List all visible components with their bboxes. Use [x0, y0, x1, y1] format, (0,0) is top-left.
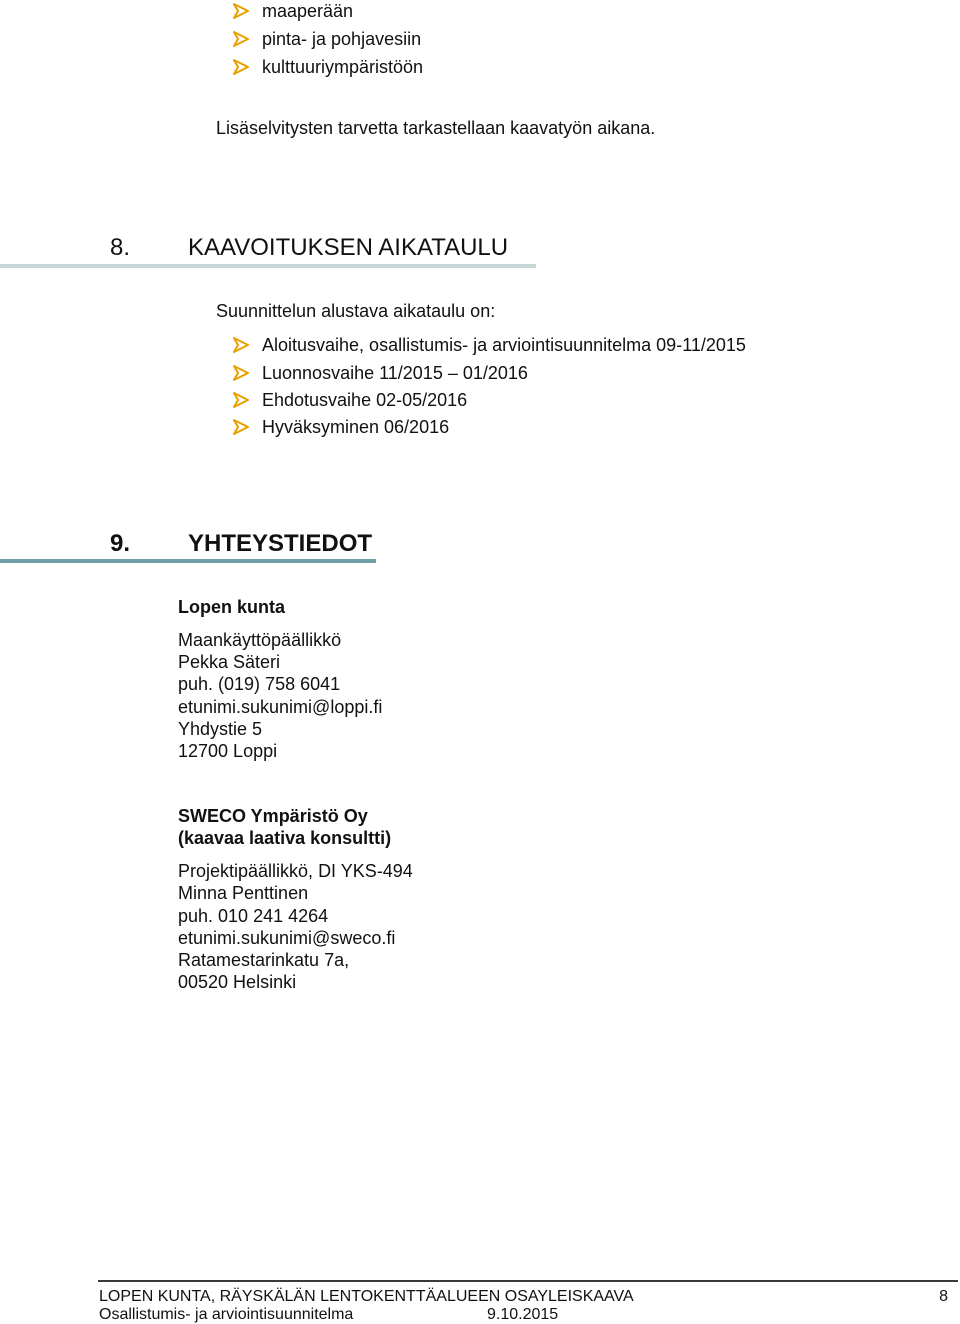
schedule-item: Luonnosvaihe 11/2015 – 01/2016 [262, 363, 528, 383]
arrow-bullet-icon [232, 336, 254, 356]
schedule-item: Ehdotusvaihe 02-05/2016 [262, 390, 468, 410]
contact-org: Lopen kunta [178, 597, 285, 617]
contact-org: SWECO Ympäristö Oy [178, 806, 368, 826]
footer-date: 9.10.2015 [487, 1306, 559, 1323]
list-item: pinta- ja pohjavesiin [262, 29, 422, 49]
arrow-bullet-icon [232, 418, 254, 438]
contact-title: Projektipäällikkö, DI YKS-494 [178, 861, 413, 881]
footer-title: LOPEN KUNTA, RÄYSKÄLÄN LENTOKENTTÄALUEEN OSAYLEISKAAVA [99, 1288, 634, 1305]
footer-rule [98, 1280, 958, 1282]
contact-phone: puh. 010 241 4264 [178, 906, 329, 926]
contact-name: Pekka Säteri [178, 652, 281, 672]
schedule-item: Hyväksyminen 06/2016 [262, 417, 450, 437]
contact-email: etunimi.sukunimi@loppi.fi [178, 697, 383, 717]
section-title: YHTEYSTIEDOT [188, 530, 373, 557]
arrow-bullet-icon [232, 2, 254, 22]
top-paragraph: Lisäselvitysten tarvetta tarkastellaan kaavatyön aikana. [216, 118, 656, 138]
contact-street: Ratamestarinkatu 7a, [178, 950, 350, 970]
contact-city: 00520 Helsinki [178, 972, 297, 992]
arrow-bullet-icon [232, 58, 254, 78]
contact-city: 12700 Loppi [178, 741, 278, 761]
list-item: kulttuuriympäristöön [262, 57, 424, 77]
page-number: 8 [939, 1288, 948, 1305]
section-title: KAAVOITUKSEN AIKATAULU [188, 234, 509, 261]
contact-name: Minna Penttinen [178, 883, 309, 903]
contact-phone: puh. (019) 758 6041 [178, 674, 341, 694]
arrow-bullet-icon [232, 391, 254, 411]
heading-underline [0, 559, 376, 563]
footer-subtitle: Osallistumis- ja arviointisuunnitelma [99, 1306, 354, 1323]
list-item: maaperään [262, 1, 354, 21]
heading-underline [0, 264, 536, 268]
contact-org-note: (kaavaa laativa konsultti) [178, 828, 392, 848]
section-number: 8. [110, 234, 131, 261]
contact-email: etunimi.sukunimi@sweco.fi [178, 928, 396, 948]
arrow-bullet-icon [232, 364, 254, 384]
arrow-bullet-icon [232, 30, 254, 50]
section-number: 9. [110, 530, 131, 557]
contact-street: Yhdystie 5 [178, 719, 263, 739]
contact-title: Maankäyttöpäällikkö [178, 630, 342, 650]
schedule-intro: Suunnittelun alustava aikataulu on: [216, 301, 496, 321]
schedule-item: Aloitusvaihe, osallistumis- ja arviointisuunnitelma 09-11/2015 [262, 335, 746, 355]
